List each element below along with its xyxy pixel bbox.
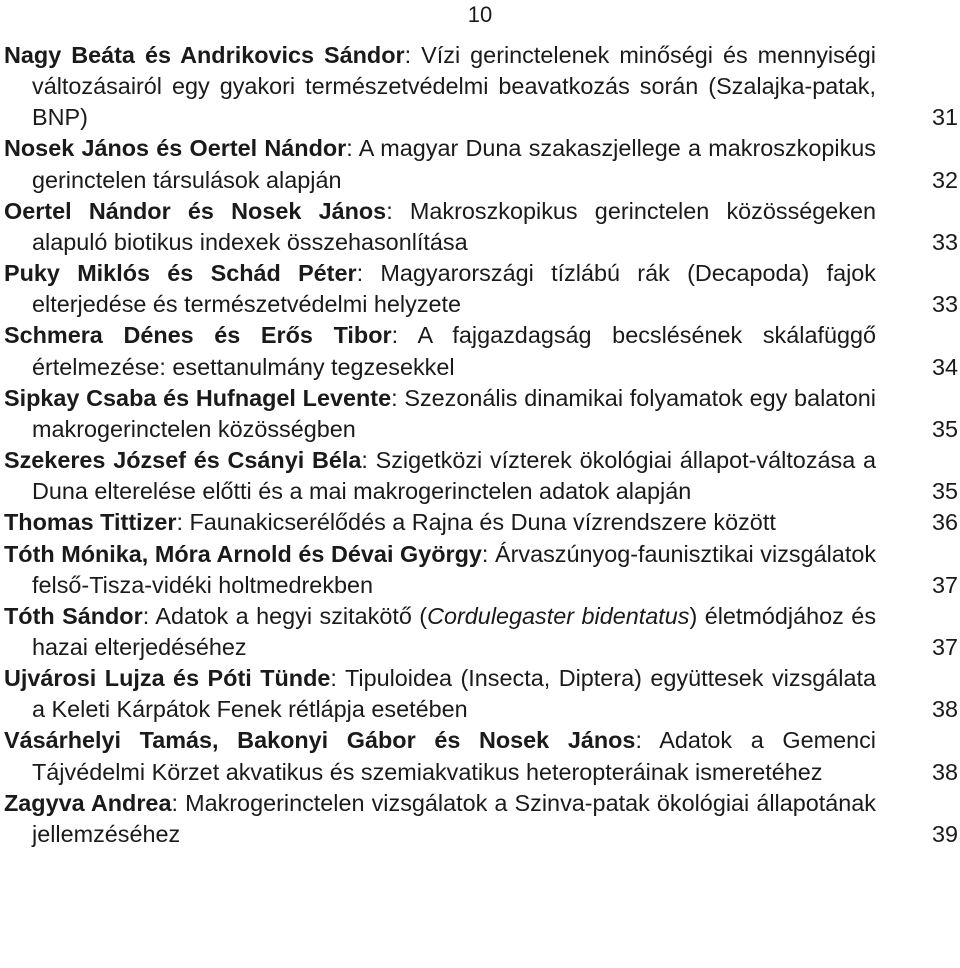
- entry-authors: Vásárhelyi Tamás, Bakonyi Gábor és Nosek János: [4, 727, 636, 754]
- entry-page-number: 35: [931, 478, 958, 505]
- entry-text: [4, 601, 876, 663]
- entry-page-number: 38: [931, 758, 958, 785]
- toc-entry: [4, 196, 960, 258]
- table-of-contents: [4, 40, 960, 850]
- entry-separator: :: [346, 135, 359, 162]
- entry-authors: Oertel Nándor és Nosek János: [4, 197, 387, 224]
- entry-title: Magyarországi tízlábú rák (Decapoda) fajok elterjedése és természetvédelmi helyzete: [32, 260, 876, 318]
- toc-entry: [4, 788, 960, 850]
- entry-separator: :: [176, 509, 190, 536]
- entry-page-number: 33: [931, 291, 958, 318]
- entry-title-species: Cordulegaster bidentatus: [427, 602, 690, 629]
- entry-title: Makroszkopikus gerinctelen közösségeken alapuló biotikus indexek összehasonlítása: [32, 197, 876, 255]
- entry-title: A magyar Duna szakaszjellege a makroszkopikus gerinctelen társulások alapján: [32, 135, 876, 193]
- entry-page-number: 31: [931, 104, 958, 131]
- entry-title: Szezonális dinamikai folyamatok egy balatoni makrogerinctelen közösségben: [32, 384, 876, 442]
- toc-entry: [4, 445, 960, 507]
- entry-text: [4, 383, 876, 445]
- entry-separator: :: [386, 197, 410, 224]
- entry-text: [4, 133, 876, 195]
- entry-text: [4, 40, 876, 133]
- entry-authors: Tóth Sándor: [4, 602, 143, 629]
- entry-authors: Tóth Mónika, Móra Arnold és Dévai György: [4, 540, 482, 567]
- entry-page-number: 32: [931, 166, 958, 193]
- entry-authors: Nosek János és Oertel Nándor: [4, 135, 347, 162]
- entry-text: [4, 663, 876, 725]
- entry-page-number: 35: [931, 415, 958, 442]
- toc-entry: [4, 601, 960, 663]
- toc-entry: [4, 383, 960, 445]
- entry-authors: Puky Miklós és Schád Péter: [4, 260, 357, 287]
- entry-title: Faunakicserélődés a Rajna és Duna vízrendszere között: [189, 509, 776, 536]
- entry-separator: :: [635, 727, 660, 754]
- entry-separator: :: [404, 42, 422, 68]
- entry-title: Makrogerinctelen vizsgálatok a Szinva-patak ökológiai állapotának jellemzéséhez: [32, 789, 876, 847]
- entry-text: [4, 196, 876, 258]
- entry-authors: Zagyva Andrea: [4, 789, 172, 816]
- entry-title-after: ) életmódjához és hazai elterjedéséhez: [32, 602, 877, 660]
- entry-authors: Ujvárosi Lujza és Póti Tünde: [4, 665, 331, 692]
- toc-entry: [4, 725, 960, 787]
- entry-page-number: 38: [931, 696, 958, 723]
- entry-authors: Szekeres József és Csányi Béla: [4, 447, 362, 474]
- toc-entry: [4, 133, 960, 195]
- entry-authors: Schmera Dénes és Erős Tibor: [4, 322, 392, 349]
- entry-title: A fajgazdagság becslésének skálafüggő értelmezése: esettanulmány tegzesekkel: [32, 322, 876, 380]
- entry-authors: Nagy Beáta és Andrikovics Sándor: [4, 42, 405, 68]
- entry-page-number: 37: [931, 633, 958, 660]
- toc-entry: [4, 258, 960, 320]
- toc-entry: [4, 539, 960, 601]
- entry-text: [4, 507, 876, 538]
- entry-text: [4, 539, 876, 601]
- entry-separator: :: [142, 602, 156, 629]
- entry-title: Árvaszúnyog-faunisztikai vizsgálatok felső-Tisza-vidéki holtmedrekben: [32, 540, 877, 598]
- entry-page-number: 34: [931, 353, 958, 380]
- entry-title: Tipuloidea (Insecta, Diptera) együttesek vizsgálata a Keleti Kárpátok Fenek rétlápja esetében: [32, 665, 876, 723]
- entry-separator: :: [481, 540, 496, 567]
- entry-separator: :: [330, 665, 345, 692]
- entry-title: Adatok a Gemenci Tájvédelmi Körzet akvatikus és szemiakvatikus heteropteráinak ismeretéhez: [32, 727, 876, 785]
- toc-entry: [4, 320, 960, 382]
- entry-separator: :: [391, 322, 418, 349]
- entry-page-number: 37: [931, 571, 958, 598]
- page-number: 10: [467, 2, 493, 27]
- entry-separator: :: [356, 260, 381, 287]
- entry-page-number: 36: [931, 509, 958, 536]
- entry-text: [4, 445, 876, 507]
- entry-separator: :: [361, 447, 376, 474]
- entry-separator: :: [171, 789, 186, 816]
- toc-entry: [4, 507, 960, 538]
- entry-title-before: Adatok a hegyi szitakötő (: [155, 602, 428, 629]
- entry-title: Vízi gerinctelenek minőségi és mennyiségi változásairól egy gyakori természetvédelmi beavatkozás során (Szalajka-patak, BNP): [32, 42, 876, 131]
- entry-text: [4, 788, 876, 850]
- entry-authors: Thomas Tittizer: [4, 509, 177, 536]
- toc-entry: [4, 40, 960, 133]
- entry-page-number: 39: [931, 820, 958, 847]
- entry-authors: Sipkay Csaba és Hufnagel Levente: [4, 384, 392, 411]
- entry-separator: :: [391, 384, 405, 411]
- entry-text: [4, 320, 876, 382]
- entry-title: Szigetközi vízterek ökológiai állapot-változása a Duna elterelése előtti és a mai makrogerinctelen adatok alapján: [32, 447, 876, 505]
- entry-page-number: 33: [931, 228, 958, 255]
- entry-text: [4, 725, 876, 787]
- toc-entry: [4, 663, 960, 725]
- entry-text: [4, 258, 876, 320]
